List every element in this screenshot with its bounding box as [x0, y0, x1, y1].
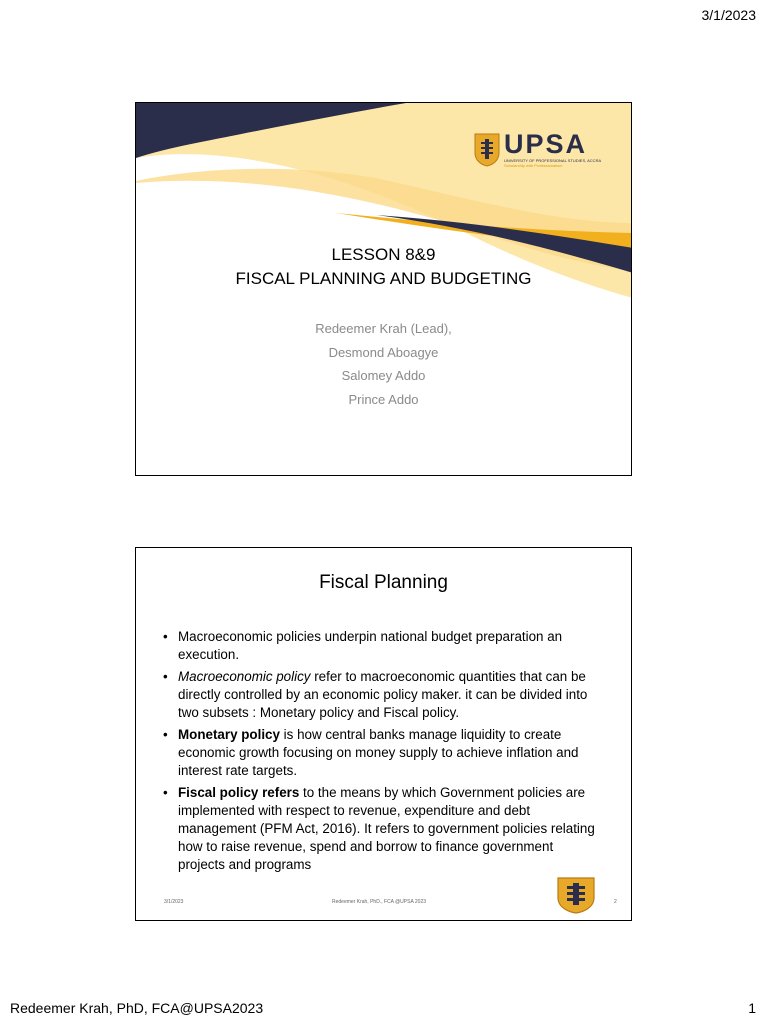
author-name: Salomey Addo — [341, 368, 426, 383]
logo-subtitle: UNIVERSITY OF PROFESSIONAL STUDIES, ACCRA — [504, 158, 602, 163]
page-date: 3/1/2023 — [701, 7, 756, 23]
logo-name: UPSA — [504, 129, 588, 159]
bullet-item: • Macroeconomic policy refer to macroeconomic quantities that can be directly controlled by an economic policy maker. it can be divided into two subsets : Monetary policy and Fiscal policy. — [163, 668, 603, 722]
bullet-item: • Monetary policy is how central banks manage liquidity to create economic growth focusing on money supply to achieve inflation and interest rate targets. — [163, 726, 603, 780]
slide-footer-date: 3/1/2023 — [164, 899, 184, 905]
title-line-1: LESSON 8&9 — [331, 245, 436, 264]
upsa-crest-icon — [474, 133, 500, 167]
bullet-list — [163, 628, 603, 878]
upsa-crest-icon — [556, 876, 596, 914]
upsa-logo — [474, 131, 601, 168]
title-line-2: FISCAL PLANNING AND BUDGETING — [235, 269, 532, 288]
author-name: Desmond Aboagye — [328, 344, 439, 360]
author-list — [136, 317, 631, 411]
author-name: Redeemer Krah (Lead), — [315, 321, 452, 336]
title-slide — [135, 102, 632, 476]
logo-tagline: Scholarship with Professionalism — [504, 163, 563, 168]
content-slide — [135, 547, 632, 921]
page-number: 1 — [748, 1000, 756, 1016]
slide-footer-author: Redeemer Krah, PhD., FCA @UPSA 2023 — [332, 899, 427, 905]
bullet-item: • Fiscal policy refers to the means by which Government policies are implemented with respect to revenue, expenditure and debt management (PFM Act, 2016). It refers to government policies relating how to raise revenue, spend and borrow to finance government projects and programs — [163, 784, 603, 874]
page-footer-author: Redeemer Krah, PhD, FCA@UPSA2023 — [10, 1000, 264, 1016]
bullet-item: • Macroeconomic policies underpin national budget preparation an execution. — [163, 628, 603, 664]
author-name: Prince Addo — [348, 391, 419, 407]
slide-heading: Fiscal Planning — [319, 572, 448, 593]
slide-title — [136, 243, 631, 291]
slide-footer-page: 2 — [614, 899, 617, 905]
